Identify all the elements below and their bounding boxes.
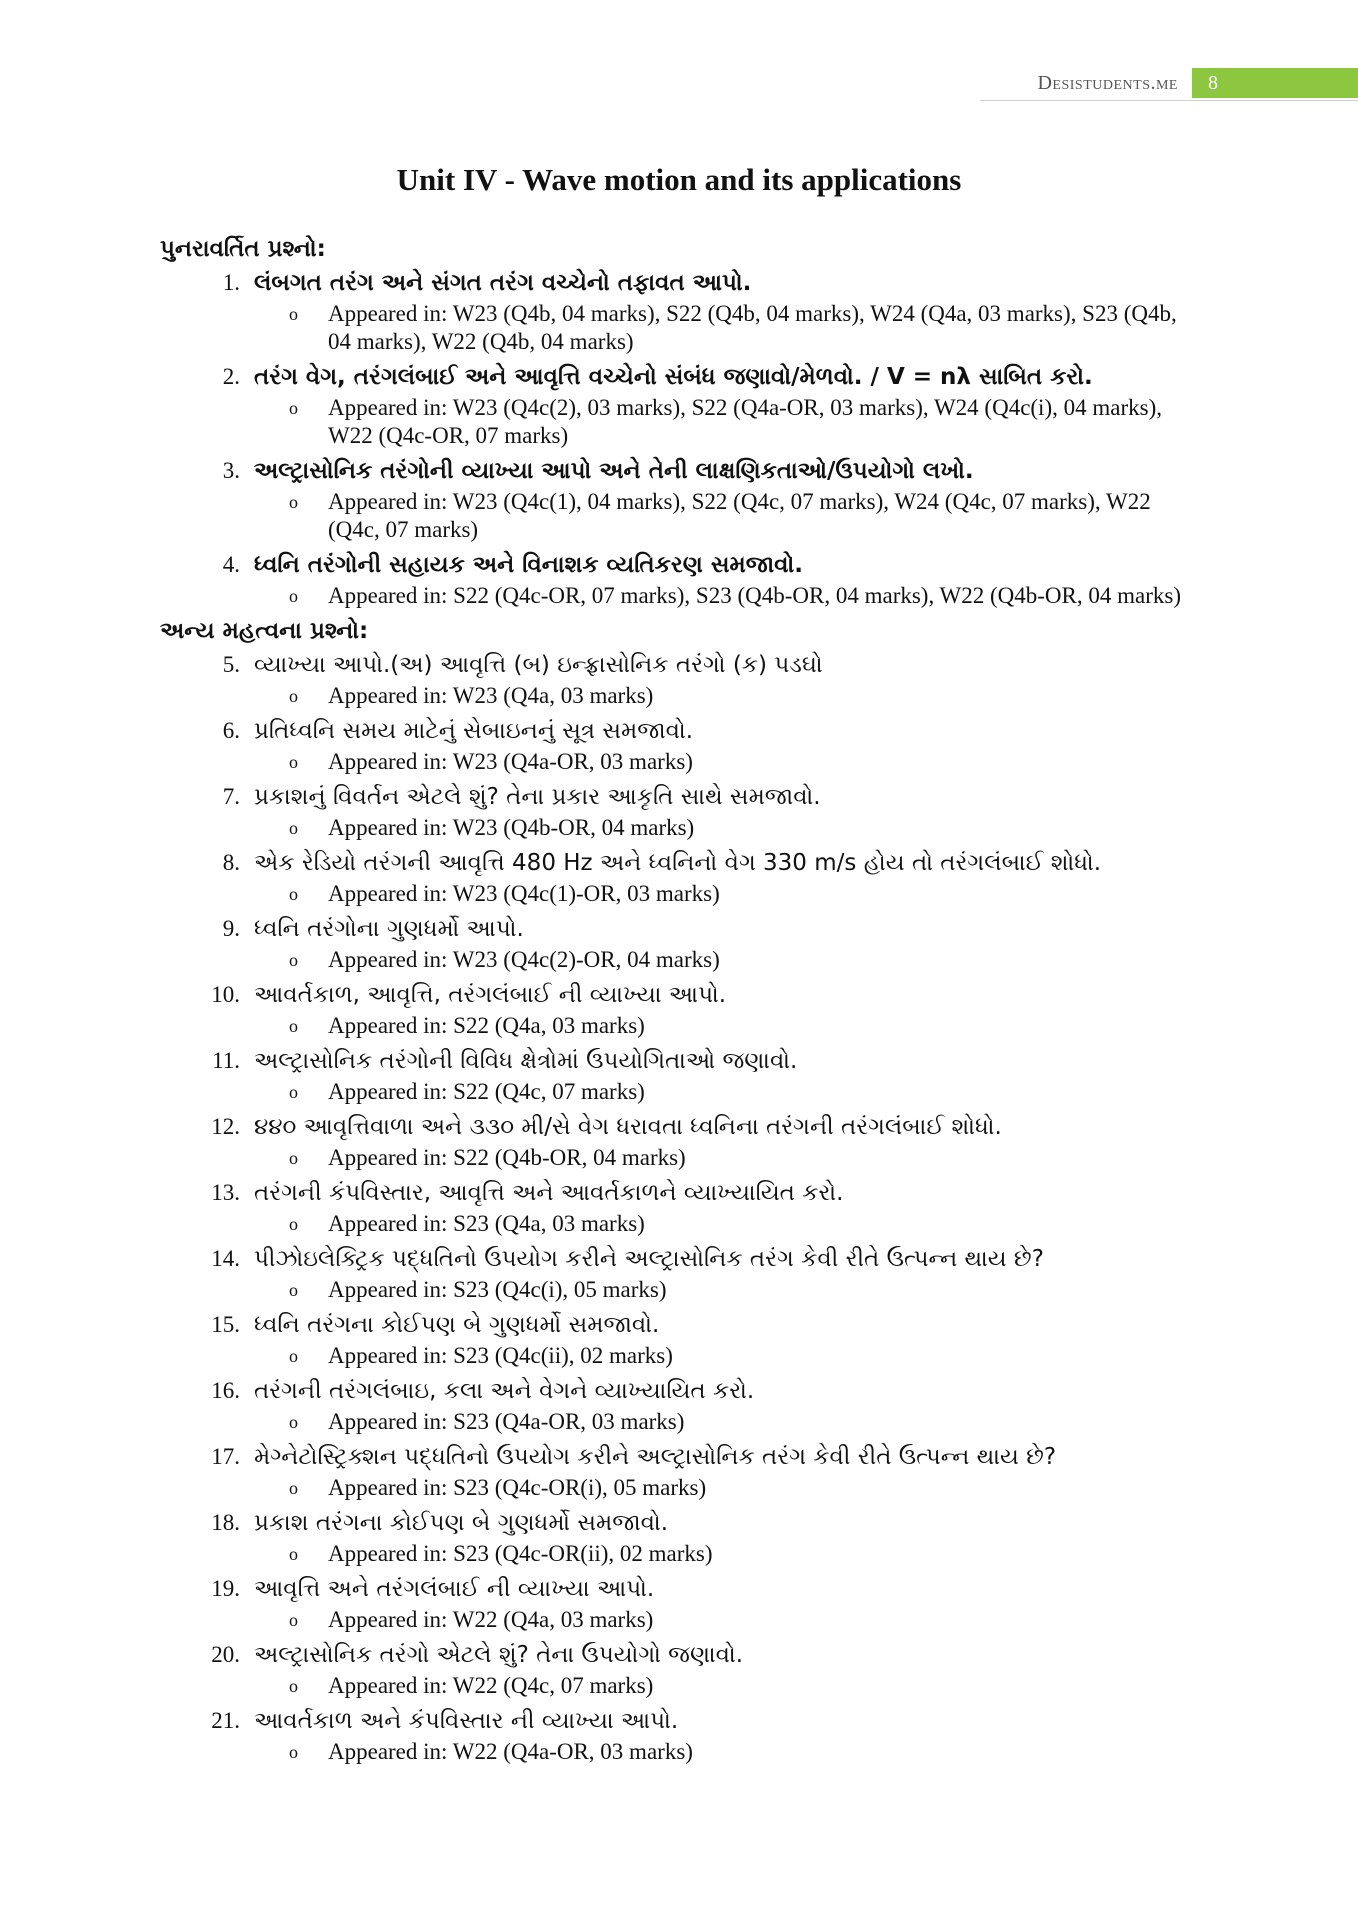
appeared-in-item (160, 1144, 1200, 1172)
appeared-in-item (160, 682, 1200, 710)
bullet-icon: o (289, 884, 298, 904)
bullet-icon: o (289, 1346, 298, 1366)
appeared-in-item (160, 748, 1200, 776)
question-item (160, 1572, 1200, 1606)
section-heading: પુનરાવર્તિત પ્રશ્નો: (160, 236, 326, 262)
question-item (160, 978, 1200, 1012)
appeared-in-text: Appeared in: W22 (Q4a-OR, 03 marks) (328, 1739, 693, 1764)
question-number: 12. (211, 1114, 240, 1139)
question-number: 20. (211, 1642, 240, 1667)
section-heading: અન્ય મહત્વના પ્રશ્નો: (160, 618, 369, 644)
appeared-in-text: Appeared in: W23 (Q4c(2)-OR, 04 marks) (328, 947, 720, 972)
question-number: 15. (211, 1312, 240, 1337)
bullet-icon: o (289, 1412, 298, 1432)
question-text: તરંગની કંપવિસ્તાર, આવૃત્તિ અને આવર્તકાળને વ્યાખ્યાયિત કરો. (254, 1180, 844, 1206)
question-number: 7. (222, 784, 240, 809)
page-number: 8 (1208, 71, 1218, 94)
question-item (160, 454, 1200, 488)
appeared-in-text: Appeared in: W23 (Q4a-OR, 03 marks) (328, 749, 693, 774)
question-number: 21. (211, 1708, 240, 1733)
question-text: અલ્ટ્રાસોનિક તરંગોની વ્યાખ્યા આપો અને તેની લાક્ષણિકતાઓ/ઉપયોગો લખો. (254, 458, 974, 484)
appeared-in-item (160, 946, 1200, 974)
bullet-icon: o (289, 1742, 298, 1762)
question-item (160, 1242, 1200, 1276)
question-text: પ્રકાશ તરંગના કોઈપણ બે ગુણધર્મો સમજાવો. (254, 1510, 669, 1536)
bullet-icon: o (289, 1610, 298, 1630)
appeared-in-item (160, 1606, 1200, 1634)
question-text: પીઝોઇલેક્ટ્રિક પદ્ધતિનો ઉપયોગ કરીને અલ્ટ્રાસોનિક તરંગ કેવી રીતે ઉત્પન્ન થાય છે? (254, 1246, 1044, 1272)
appeared-in-item (160, 814, 1200, 842)
appeared-in-item (160, 300, 1200, 356)
page-title: Unit IV - Wave motion and its applications (396, 162, 962, 197)
page-header (1037, 68, 1358, 98)
appeared-in-item (160, 1078, 1200, 1106)
appeared-in-text: Appeared in: S23 (Q4c-OR(ii), 02 marks) (328, 1541, 713, 1566)
question-text: વ્યાખ્યા આપો.(અ) આવૃત્તિ (બ) ઇન્ફ્રાસોનિક તરંગો (ક) પડઘો (254, 652, 823, 678)
bullet-icon: o (289, 1676, 298, 1696)
bullet-icon: o (289, 304, 298, 324)
question-item (160, 1308, 1200, 1342)
question-item (160, 1176, 1200, 1210)
appeared-in-item (160, 1408, 1200, 1436)
appeared-in-text: Appeared in: S22 (Q4c, 07 marks) (328, 1079, 645, 1104)
question-text: આવૃત્તિ અને તરંગલંબાઈ ની વ્યાખ્યા આપો. (254, 1576, 655, 1602)
question-number: 3. (222, 458, 240, 483)
bullet-icon: o (289, 492, 298, 512)
question-item (160, 846, 1200, 880)
question-item (160, 266, 1200, 300)
question-item (160, 1704, 1200, 1738)
header-divider (980, 100, 1358, 101)
question-text: ધ્વનિ તરંગોના ગુણધર્મો આપો. (254, 916, 524, 942)
question-number: 5. (222, 652, 240, 677)
appeared-in-item (160, 1540, 1200, 1568)
question-item (160, 1110, 1200, 1144)
question-item (160, 1374, 1200, 1408)
bullet-icon: o (289, 818, 298, 838)
question-number: 10. (211, 982, 240, 1007)
bullet-icon: o (289, 398, 298, 418)
question-number: 1. (222, 270, 240, 295)
bullet-icon: o (289, 1544, 298, 1564)
appeared-in-item (160, 1342, 1200, 1370)
question-number: 2. (222, 364, 240, 389)
question-number: 17. (211, 1444, 240, 1469)
appeared-in-item (160, 1276, 1200, 1304)
bullet-icon: o (289, 1016, 298, 1036)
appeared-in-text: Appeared in: W23 (Q4a, 03 marks) (328, 683, 654, 708)
appeared-in-item (160, 1012, 1200, 1040)
question-number: 18. (211, 1510, 240, 1535)
bullet-icon: o (289, 1214, 298, 1234)
question-item (160, 912, 1200, 946)
question-text: પ્રકાશનું વિવર્તન એટલે શું? તેના પ્રકાર આકૃતિ સાથે સમજાવો. (254, 784, 821, 810)
appeared-in-text: Appeared in: W23 (Q4b-OR, 04 marks) (328, 815, 695, 840)
question-number: 13. (211, 1180, 240, 1205)
question-item (160, 714, 1200, 748)
question-text: પ્રતિધ્વનિ સમય માટેનું સેબાઇનનું સૂત્ર સમજાવો. (254, 718, 694, 744)
question-number: 14. (211, 1246, 240, 1271)
appeared-in-text: Appeared in: W23 (Q4c(1), 04 marks), S22 (Q4c, 07 marks), W24 (Q4c, 07 marks), W22 (Q4c, 07 marks) (328, 489, 1151, 542)
bullet-icon: o (289, 1280, 298, 1300)
question-item (160, 1506, 1200, 1540)
appeared-in-text: Appeared in: S22 (Q4a, 03 marks) (328, 1013, 645, 1038)
appeared-in-text: Appeared in: W23 (Q4c(2), 03 marks), S22 (Q4a-OR, 03 marks), W24 (Q4c(i), 04 marks), W22 (Q4c-OR, 07 marks) (328, 395, 1162, 448)
question-text: ધ્વનિ તરંગોની સહાયક અને વિનાશક વ્યતિકરણ સમજાવો. (254, 552, 803, 578)
appeared-in-text: Appeared in: W23 (Q4b, 04 marks), S22 (Q4b, 04 marks), W24 (Q4a, 03 marks), S23 (Q4b, 04 marks), W22 (Q4b, 04 marks) (328, 301, 1177, 354)
bullet-icon: o (289, 950, 298, 970)
bullet-icon: o (289, 752, 298, 772)
appeared-in-text: Appeared in: W23 (Q4c(1)-OR, 03 marks) (328, 881, 720, 906)
question-item (160, 1044, 1200, 1078)
question-number: 19. (211, 1576, 240, 1601)
question-item (160, 1638, 1200, 1672)
question-text: લંબગત તરંગ અને સંગત તરંગ વચ્ચેનો તફાવત આપો. (254, 270, 752, 296)
question-text: ધ્વનિ તરંગના કોઈપણ બે ગુણધર્મો સમજાવો. (254, 1312, 660, 1338)
question-item (160, 780, 1200, 814)
question-number: 8. (222, 850, 240, 875)
question-item (160, 548, 1200, 582)
appeared-in-text: Appeared in: W22 (Q4a, 03 marks) (328, 1607, 654, 1632)
appeared-in-item (160, 394, 1200, 450)
question-number: 4. (222, 552, 240, 577)
question-list (160, 232, 1200, 1770)
bullet-icon: o (289, 1082, 298, 1102)
appeared-in-text: Appeared in: W22 (Q4c, 07 marks) (328, 1673, 654, 1698)
bullet-icon: o (289, 686, 298, 706)
appeared-in-text: Appeared in: S23 (Q4a-OR, 03 marks) (328, 1409, 685, 1434)
appeared-in-item (160, 880, 1200, 908)
question-text: એક રેડિયો તરંગની આવૃત્તિ 480 Hz અને ધ્વનિનો વેગ 330 m/s હોય તો તરંગલંબાઈ શોધો. (254, 850, 1102, 876)
bullet-icon: o (289, 1478, 298, 1498)
question-text: આવર્તકાળ, આવૃત્તિ, તરંગલંબાઈ ની વ્યાખ્યા આપો. (254, 982, 727, 1008)
question-number: 11. (212, 1048, 240, 1073)
question-number: 16. (211, 1378, 240, 1403)
question-text: આવર્તકાળ અને કંપવિસ્તાર ની વ્યાખ્યા આપો. (254, 1708, 679, 1734)
appeared-in-text: Appeared in: S22 (Q4c-OR, 07 marks), S23 (Q4b-OR, 04 marks), W22 (Q4b-OR, 04 marks) (328, 583, 1181, 608)
question-number: 6. (222, 718, 240, 743)
question-item (160, 360, 1200, 394)
appeared-in-item (160, 582, 1200, 610)
appeared-in-text: Appeared in: S23 (Q4c(ii), 02 marks) (328, 1343, 673, 1368)
question-number: 9. (222, 916, 240, 941)
question-text: અલ્ટ્રાસોનિક તરંગો એટલે શું? તેના ઉપયોગો જણાવો. (254, 1642, 744, 1668)
question-text: તરંગની તરંગલંબાઇ, કલા અને વેગને વ્યાખ્યાયિત કરો. (254, 1378, 755, 1404)
bullet-icon: o (289, 586, 298, 606)
question-item (160, 648, 1200, 682)
appeared-in-text: Appeared in: S23 (Q4c-OR(i), 05 marks) (328, 1475, 707, 1500)
appeared-in-item (160, 1672, 1200, 1700)
bullet-icon: o (289, 1148, 298, 1168)
question-text: મેગ્નેટોસ્ટ્રિક્શન પદ્ધતિનો ઉપયોગ કરીને અલ્ટ્રાસોનિક તરંગ કેવી રીતે ઉત્પન્ન થાય છે? (254, 1444, 1057, 1470)
page-number-badge (1192, 68, 1358, 98)
appeared-in-item (160, 1210, 1200, 1238)
question-text: અલ્ટ્રાસોનિક તરંગોની વિવિધ ક્ષેત્રોમાં ઉપયોગિતાઓ જણાવો. (254, 1048, 798, 1074)
question-text: તરંગ વેગ, તરંગલંબાઈ અને આવૃત્તિ વચ્ચેનો સંબંધ જણાવો/મેળવો. / V = nλ સાબિત કરો. (254, 364, 1093, 390)
appeared-in-text: Appeared in: S22 (Q4b-OR, 04 marks) (328, 1145, 686, 1170)
question-item (160, 1440, 1200, 1474)
site-name: Desistudents.me (1037, 71, 1178, 94)
appeared-in-item (160, 1738, 1200, 1766)
appeared-in-item (160, 1474, 1200, 1502)
question-text: ૪૪૦ આવૃત્તિવાળા અને ૩૩૦ મી/સે વેગ ધરાવતા ધ્વનિના તરંગની તરંગલંબાઈ શોધો. (254, 1114, 1002, 1140)
appeared-in-text: Appeared in: S23 (Q4c(i), 05 marks) (328, 1277, 667, 1302)
appeared-in-text: Appeared in: S23 (Q4a, 03 marks) (328, 1211, 645, 1236)
appeared-in-item (160, 488, 1200, 544)
